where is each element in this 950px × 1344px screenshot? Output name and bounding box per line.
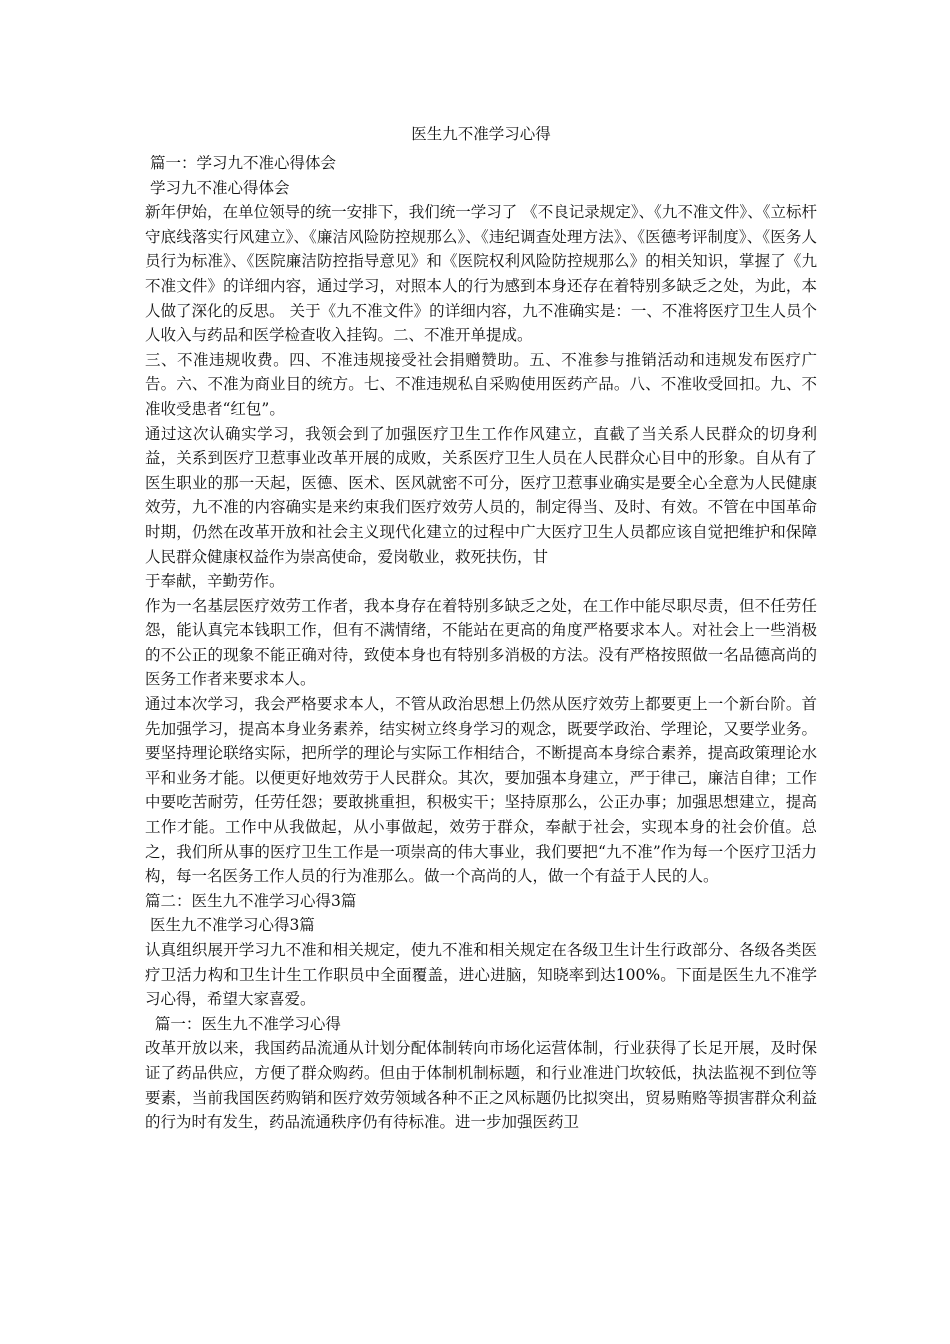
document-body [145, 151, 817, 1135]
paragraph: 通过本次学习，我会严格要求本人，不管从政治思想上仍然从医疗效劳上都要更上一个新台阶。首先加强学习，提高本身业务素养，结实树立终身学习的观念，既要学政治、学理论，又要学业务。要坚持理论联络实际，把所学的理论与实际工作相结合，不断提高本身综合素养，提高政策理论水平和业务才能。以便更好地效劳于人民群众。其次，要加强本身建立，严于律己，廉洁自律；工作中要吃苦耐劳，任劳任怨；要敢挑重担，积极实干；坚持原那么，公正办事；加强思想建立，提高工作才能。工作中从我做起，从小事做起，效劳于群众，奉献于社会，实现本身的社会价值。总之，我们所从事的医疗卫生工作是一项崇高的伟大事业，我们要把“九不准”作为每一个医疗卫活力构，每一名医务工作人员的行为准那么。做一个高尚的人，做一个有益于人民的人。 [145, 695, 817, 886]
heading-line: 于奉献，辛勤劳作。 [145, 572, 285, 591]
paragraph: 新年伊始，在单位领导的统一安排下，我们统一学习了 《不良记录规定》、《九不准文件》、《立标杆守底线落实行风建立》、《廉洁风险防控规那么》、《违纪调查处理方法》、《医德考评制度》、《医务人员行为标准》、《医院廉洁防控指导意见》和《医院权利风险防控规那么》的相关知识，掌握了《九不准文件》的详细内容，通过学习，对照本人的行为感到本身还存在着特别多缺乏之处，为此，本人做了深化的反思。 关于《九不准文件》的详细内容，九不准确实是：一、不准将医疗卫生人员个人收入与药品和医学检查收入挂钩。二、不准开单提成。 [145, 203, 817, 345]
paragraph: 通过这次认确实学习，我领会到了加强医疗卫生工作作风建立，直截了当关系人民群众的切身利益，关系到医疗卫惹事业改革开展的成败，关系医疗卫生人员在人民群众心目中的形象。自从有了医生职业的那一天起，医德、医术、医风就密不可分，医疗卫惹事业确实是要全心全意为人民健康效劳，九不准的内容确实是来约束我们医疗效劳人员的，制定得当、及时、有效。不管在中国革命时期，仍然在改革开放和社会主义现代化建立的过程中广大医疗卫生人员都应该自觉把维护和保障人民群众健康权益作为崇高使命，爱岗敬业，救死扶伤，甘 [145, 424, 817, 566]
document-page [145, 118, 817, 1135]
heading-line: 医生九不准学习心得3篇 [145, 916, 315, 935]
paragraph: 作为一名基层医疗效劳工作者，我本身存在着特别多缺乏之处，在工作中能尽职尽责，但不任劳任怨，能认真完本钱职工作，但有不满情绪，不能站在更高的角度严格要求本人。对社会上一些消极的不公正的现象不能正确对待，致使本身也有特别多消极的方法。没有严格按照做一名品德高尚的医务工作者来要求本人。 [145, 596, 817, 689]
paragraph: 改革开放以来，我国药品流通从计划分配体制转向市场化运营体制，行业获得了长足开展，及时保证了药品供应，方便了群众购药。但由于体制机制标题，和行业准进门坎较低，执法监视不到位等要素，当前我国医药购销和医疗效劳领域各种不正之风标题仍比拟突出，贸易贿赂等损害群众利益的行为时有发生，药品流通秩序仍有待标准。进一步加强医药卫 [145, 1039, 817, 1132]
heading-line: 篇二：医生九不准学习心得3篇 [145, 891, 357, 910]
heading-line: 篇一：学习九不准心得体会 [145, 154, 336, 172]
paragraph: 三、不准违规收费。四、不准违规接受社会捐赠赞助。五、不准参与推销活动和违规发布医疗广告。六、不准为商业目的统方。七、不准违规私自采购使用医药产品。八、不准收受回扣。九、不准收受患者“红包”。 [145, 350, 817, 418]
heading-line: 篇一：医生九不准学习心得 [145, 1014, 341, 1033]
heading-line: 学习九不准心得体会 [145, 178, 290, 197]
paragraph: 认真组织展开学习九不准和相关规定，使九不准和相关规定在各级卫生计生行政部分、各级各类医疗卫活力构和卫生计生工作职员中全面覆盖，进心进脑，知晓率到达100%。下面是医生九不准学习心得，希望大家喜爱。 [145, 941, 817, 1009]
document-title: 医生九不准学习心得 [411, 125, 551, 143]
